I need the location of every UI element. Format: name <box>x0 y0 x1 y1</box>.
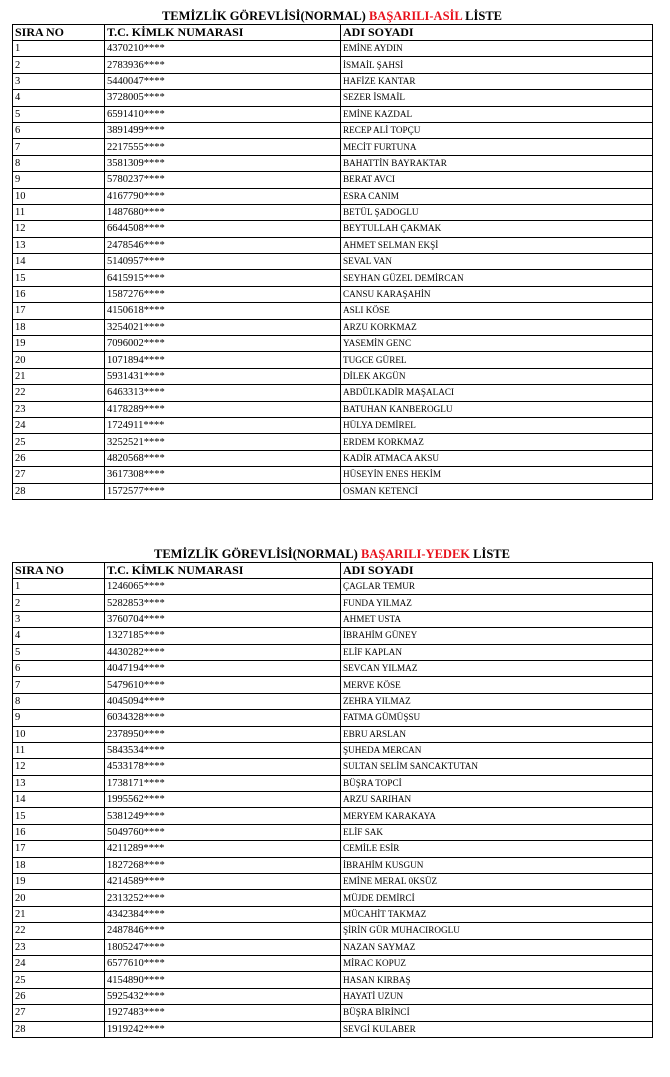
table-row <box>13 611 653 627</box>
tc-kimlik-cell: 1805247**** <box>105 939 341 955</box>
sira-no-cell: 11 <box>13 742 105 758</box>
sira-no-cell: 15 <box>13 808 105 824</box>
adi-soyadi-cell: FUNDA YILMAZ <box>341 595 653 611</box>
tc-kimlik-cell: 6463313**** <box>105 385 341 401</box>
tc-kimlik-cell: 1724911**** <box>105 417 341 433</box>
table-row <box>13 1021 653 1037</box>
table-row <box>13 677 653 693</box>
adi-soyadi-cell: KADİR ATMACA AKSU <box>341 450 653 466</box>
sira-no-cell: 17 <box>13 841 105 857</box>
tc-kimlik-cell: 3760704**** <box>105 611 341 627</box>
adi-soyadi-cell: MÜJDE DEMİRCİ <box>341 890 653 906</box>
tc-kimlik-cell: 5049760**** <box>105 824 341 840</box>
sira-no-cell: 17 <box>13 303 105 319</box>
table-row <box>13 417 653 433</box>
tc-kimlik-cell: 1327185**** <box>105 628 341 644</box>
adi-soyadi-cell: ELİF KAPLAN <box>341 644 653 660</box>
adi-soyadi-cell: ŞUHEDA MERCAN <box>341 742 653 758</box>
sira-no-cell: 24 <box>13 417 105 433</box>
adi-soyadi-cell: EMİNE KAZDAL <box>341 106 653 122</box>
sira-no-cell: 10 <box>13 188 105 204</box>
adi-soyadi-cell: HAYATİ UZUN <box>341 988 653 1004</box>
table-row <box>13 139 653 155</box>
tc-kimlik-cell: 4047194**** <box>105 660 341 676</box>
table-row <box>13 759 653 775</box>
asil-list-title <box>12 8 652 24</box>
asil-list-section <box>12 8 652 500</box>
sira-no-cell: 28 <box>13 1021 105 1037</box>
sira-no-cell: 18 <box>13 857 105 873</box>
header-adi-soyadi: ADI SOYADI <box>341 25 653 41</box>
table-row <box>13 972 653 988</box>
sira-no-cell: 21 <box>13 906 105 922</box>
table-row <box>13 368 653 384</box>
adi-soyadi-cell: ASLI KÖSE <box>341 303 653 319</box>
tc-kimlik-cell: 1827268**** <box>105 857 341 873</box>
table-row <box>13 955 653 971</box>
sira-no-cell: 8 <box>13 693 105 709</box>
adi-soyadi-cell: ZEHRA YILMAZ <box>341 693 653 709</box>
sira-no-cell: 19 <box>13 874 105 890</box>
table-row <box>13 188 653 204</box>
tc-kimlik-cell: 1587276**** <box>105 286 341 302</box>
sira-no-cell: 19 <box>13 336 105 352</box>
adi-soyadi-cell: MECİT FURTUNA <box>341 139 653 155</box>
asil-title-status: BAŞARILI-ASİL <box>368 9 463 23</box>
tc-kimlik-cell: 6591410**** <box>105 106 341 122</box>
adi-soyadi-cell: ARZU SARIHAN <box>341 792 653 808</box>
sira-no-cell: 5 <box>13 106 105 122</box>
header-tc-kimlik: T.C. KİMLK NUMARASI <box>105 25 341 41</box>
sira-no-cell: 28 <box>13 483 105 499</box>
tc-kimlik-cell: 3581309**** <box>105 155 341 171</box>
header-sira-no: SIRA NO <box>13 25 105 41</box>
sira-no-cell: 25 <box>13 434 105 450</box>
asil-list-body <box>13 41 653 500</box>
table-row <box>13 122 653 138</box>
table-row <box>13 385 653 401</box>
tc-kimlik-cell: 3891499**** <box>105 122 341 138</box>
yedek-title-prefix: TEMİZLİK GÖREVLİSİ(NORMAL) <box>153 547 358 561</box>
table-row <box>13 254 653 270</box>
adi-soyadi-cell: FATMA GÜMÜŞSU <box>341 710 653 726</box>
adi-soyadi-cell: SEYHAN GÜZEL DEMİRCAN <box>341 270 653 286</box>
sira-no-cell: 26 <box>13 988 105 1004</box>
table-row <box>13 939 653 955</box>
adi-soyadi-cell: AHMET SELMAN EKŞİ <box>341 237 653 253</box>
table-row <box>13 221 653 237</box>
tc-kimlik-cell: 4211289**** <box>105 841 341 857</box>
adi-soyadi-cell: MİRAC KOPUZ <box>341 955 653 971</box>
table-row <box>13 41 653 57</box>
adi-soyadi-cell: CEMİLE ESİR <box>341 841 653 857</box>
sira-no-cell: 1 <box>13 41 105 57</box>
tc-kimlik-cell: 4154890**** <box>105 972 341 988</box>
tc-kimlik-cell: 5381249**** <box>105 808 341 824</box>
sira-no-cell: 2 <box>13 595 105 611</box>
sira-no-cell: 26 <box>13 450 105 466</box>
adi-soyadi-cell: ELİF SAK <box>341 824 653 840</box>
sira-no-cell: 13 <box>13 237 105 253</box>
sira-no-cell: 12 <box>13 221 105 237</box>
tc-kimlik-cell: 4167790**** <box>105 188 341 204</box>
tc-kimlik-cell: 6577610**** <box>105 955 341 971</box>
sira-no-cell: 22 <box>13 923 105 939</box>
tc-kimlik-cell: 5282853**** <box>105 595 341 611</box>
table-row <box>13 57 653 73</box>
table-row <box>13 90 653 106</box>
sira-no-cell: 3 <box>13 611 105 627</box>
adi-soyadi-cell: HAFİZE KANTAR <box>341 73 653 89</box>
tc-kimlik-cell: 6034328**** <box>105 710 341 726</box>
tc-kimlik-cell: 4430282**** <box>105 644 341 660</box>
table-row <box>13 483 653 499</box>
adi-soyadi-cell: SEVGİ KULABER <box>341 1021 653 1037</box>
sira-no-cell: 18 <box>13 319 105 335</box>
tc-kimlik-cell: 1738171**** <box>105 775 341 791</box>
tc-kimlik-cell: 4045094**** <box>105 693 341 709</box>
adi-soyadi-cell: HÜSEYİN ENES HEKİM <box>341 467 653 483</box>
adi-soyadi-cell: EMİNE MERAL 0KSÜZ <box>341 874 653 890</box>
table-row <box>13 204 653 220</box>
adi-soyadi-cell: EMİNE AYDIN <box>341 41 653 57</box>
header-adi-soyadi: ADI SOYADI <box>341 563 653 579</box>
sira-no-cell: 4 <box>13 628 105 644</box>
sira-no-cell: 9 <box>13 172 105 188</box>
table-row <box>13 352 653 368</box>
table-row <box>13 467 653 483</box>
adi-soyadi-cell: EBRU ARSLAN <box>341 726 653 742</box>
sira-no-cell: 20 <box>13 352 105 368</box>
yedek-title-suffix: LİSTE <box>473 547 510 561</box>
table-row <box>13 906 653 922</box>
tc-kimlik-cell: 3617308**** <box>105 467 341 483</box>
adi-soyadi-cell: AHMET USTA <box>341 611 653 627</box>
adi-soyadi-cell: SEVCAN YILMAZ <box>341 660 653 676</box>
adi-soyadi-cell: BÜŞRA TOPCİ <box>341 775 653 791</box>
tc-kimlik-cell: 4370210**** <box>105 41 341 57</box>
tc-kimlik-cell: 2783936**** <box>105 57 341 73</box>
table-row <box>13 841 653 857</box>
tc-kimlik-cell: 1927483**** <box>105 1005 341 1021</box>
tc-kimlik-cell: 1487680**** <box>105 204 341 220</box>
table-row <box>13 742 653 758</box>
adi-soyadi-cell: RECEP ALİ TOPÇU <box>341 122 653 138</box>
sira-no-cell: 5 <box>13 644 105 660</box>
adi-soyadi-cell: İSMAİL ŞAHSİ <box>341 57 653 73</box>
tc-kimlik-cell: 3254021**** <box>105 319 341 335</box>
sira-no-cell: 7 <box>13 139 105 155</box>
sira-no-cell: 20 <box>13 890 105 906</box>
table-row <box>13 286 653 302</box>
sira-no-cell: 22 <box>13 385 105 401</box>
tc-kimlik-cell: 7096002**** <box>105 336 341 352</box>
adi-soyadi-cell: ÇAGLAR TEMUR <box>341 579 653 595</box>
table-row <box>13 319 653 335</box>
sira-no-cell: 4 <box>13 90 105 106</box>
adi-soyadi-cell: MÜCAHİT TAKMAZ <box>341 906 653 922</box>
tc-kimlik-cell: 5440047**** <box>105 73 341 89</box>
table-row <box>13 172 653 188</box>
adi-soyadi-cell: İBRAHİM GÜNEY <box>341 628 653 644</box>
tc-kimlik-cell: 5925432**** <box>105 988 341 1004</box>
adi-soyadi-cell: HÜLYA DEMİREL <box>341 417 653 433</box>
sira-no-cell: 11 <box>13 204 105 220</box>
tc-kimlik-cell: 4820568**** <box>105 450 341 466</box>
sira-no-cell: 25 <box>13 972 105 988</box>
adi-soyadi-cell: YASEMİN GENC <box>341 336 653 352</box>
yedek-title-status: BAŞARILI-YEDEK <box>360 547 471 561</box>
adi-soyadi-cell: DİLEK AKGÜN <box>341 368 653 384</box>
table-row <box>13 628 653 644</box>
table-row <box>13 874 653 890</box>
yedek-list-title <box>12 546 652 562</box>
adi-soyadi-cell: ESRA CANIM <box>341 188 653 204</box>
adi-soyadi-cell: OSMAN KETENCİ <box>341 483 653 499</box>
tc-kimlik-cell: 1071894**** <box>105 352 341 368</box>
sira-no-cell: 14 <box>13 254 105 270</box>
table-row <box>13 401 653 417</box>
adi-soyadi-cell: SULTAN SELİM SANCAKTUTAN <box>341 759 653 775</box>
sira-no-cell: 6 <box>13 122 105 138</box>
adi-soyadi-cell: BETÜL ŞADOGLU <box>341 204 653 220</box>
sira-no-cell: 24 <box>13 955 105 971</box>
table-row <box>13 73 653 89</box>
yedek-list-section <box>12 546 652 1038</box>
table-row <box>13 890 653 906</box>
sira-no-cell: 15 <box>13 270 105 286</box>
tc-kimlik-cell: 5780237**** <box>105 172 341 188</box>
asil-list-table <box>12 24 653 500</box>
adi-soyadi-cell: BERAT AVCI <box>341 172 653 188</box>
sira-no-cell: 1 <box>13 579 105 595</box>
tc-kimlik-cell: 4533178**** <box>105 759 341 775</box>
table-row <box>13 1005 653 1021</box>
adi-soyadi-cell: BEYTULLAH ÇAKMAK <box>341 221 653 237</box>
sira-no-cell: 3 <box>13 73 105 89</box>
adi-soyadi-cell: ERDEM KORKMAZ <box>341 434 653 450</box>
table-row <box>13 579 653 595</box>
tc-kimlik-cell: 5843534**** <box>105 742 341 758</box>
tc-kimlik-cell: 1246065**** <box>105 579 341 595</box>
sira-no-cell: 10 <box>13 726 105 742</box>
table-row <box>13 660 653 676</box>
table-row <box>13 644 653 660</box>
adi-soyadi-cell: MERYEM KARAKAYA <box>341 808 653 824</box>
sira-no-cell: 23 <box>13 939 105 955</box>
sira-no-cell: 14 <box>13 792 105 808</box>
tc-kimlik-cell: 1995562**** <box>105 792 341 808</box>
table-row <box>13 824 653 840</box>
table-row <box>13 857 653 873</box>
table-row <box>13 808 653 824</box>
tc-kimlik-cell: 2217555**** <box>105 139 341 155</box>
sira-no-cell: 12 <box>13 759 105 775</box>
tc-kimlik-cell: 5479610**** <box>105 677 341 693</box>
header-tc-kimlik: T.C. KİMLK NUMARASI <box>105 563 341 579</box>
tc-kimlik-cell: 4214589**** <box>105 874 341 890</box>
adi-soyadi-cell: BATUHAN KANBEROGLU <box>341 401 653 417</box>
tc-kimlik-cell: 1919242**** <box>105 1021 341 1037</box>
sira-no-cell: 23 <box>13 401 105 417</box>
table-row <box>13 450 653 466</box>
tc-kimlik-cell: 4150618**** <box>105 303 341 319</box>
tc-kimlik-cell: 5140957**** <box>105 254 341 270</box>
adi-soyadi-cell: HASAN KIRBAŞ <box>341 972 653 988</box>
table-row <box>13 792 653 808</box>
tc-kimlik-cell: 4342384**** <box>105 906 341 922</box>
tc-kimlik-cell: 6415915**** <box>105 270 341 286</box>
sira-no-cell: 21 <box>13 368 105 384</box>
tc-kimlik-cell: 3728005**** <box>105 90 341 106</box>
table-row <box>13 270 653 286</box>
adi-soyadi-cell: ARZU KORKMAZ <box>341 319 653 335</box>
table-row <box>13 155 653 171</box>
sira-no-cell: 16 <box>13 824 105 840</box>
table-row <box>13 775 653 791</box>
sira-no-cell: 27 <box>13 467 105 483</box>
adi-soyadi-cell: TUGCE GÜREL <box>341 352 653 368</box>
table-row <box>13 988 653 1004</box>
sira-no-cell: 8 <box>13 155 105 171</box>
adi-soyadi-cell: ŞİRİN GÜR MUHACIROGLU <box>341 923 653 939</box>
table-row <box>13 237 653 253</box>
tc-kimlik-cell: 2378950**** <box>105 726 341 742</box>
sira-no-cell: 7 <box>13 677 105 693</box>
table-header-row <box>13 25 653 41</box>
tc-kimlik-cell: 4178289**** <box>105 401 341 417</box>
tc-kimlik-cell: 2487846**** <box>105 923 341 939</box>
adi-soyadi-cell: MERVE KÖSE <box>341 677 653 693</box>
tc-kimlik-cell: 5931431**** <box>105 368 341 384</box>
tc-kimlik-cell: 2313252**** <box>105 890 341 906</box>
sira-no-cell: 27 <box>13 1005 105 1021</box>
adi-soyadi-cell: NAZAN SAYMAZ <box>341 939 653 955</box>
asil-title-suffix: LİSTE <box>465 9 503 23</box>
table-header-row <box>13 563 653 579</box>
adi-soyadi-cell: SEZER İSMAİL <box>341 90 653 106</box>
table-row <box>13 106 653 122</box>
table-row <box>13 726 653 742</box>
table-row <box>13 710 653 726</box>
tc-kimlik-cell: 2478546**** <box>105 237 341 253</box>
sira-no-cell: 2 <box>13 57 105 73</box>
sira-no-cell: 13 <box>13 775 105 791</box>
yedek-list-table <box>12 562 653 1038</box>
asil-title-prefix: TEMİZLİK GÖREVLİSİ(NORMAL) <box>161 9 366 23</box>
adi-soyadi-cell: İBRAHİM KUSGUN <box>341 857 653 873</box>
table-row <box>13 923 653 939</box>
sira-no-cell: 16 <box>13 286 105 302</box>
header-sira-no: SIRA NO <box>13 563 105 579</box>
sira-no-cell: 6 <box>13 660 105 676</box>
adi-soyadi-cell: CANSU KARAŞAHİN <box>341 286 653 302</box>
table-row <box>13 595 653 611</box>
table-row <box>13 434 653 450</box>
adi-soyadi-cell: BAHATTİN BAYRAKTAR <box>341 155 653 171</box>
table-row <box>13 693 653 709</box>
table-row <box>13 303 653 319</box>
adi-soyadi-cell: ABDÜLKADİR MAŞALACI <box>341 385 653 401</box>
table-row <box>13 336 653 352</box>
yedek-list-body <box>13 579 653 1038</box>
tc-kimlik-cell: 3252521**** <box>105 434 341 450</box>
tc-kimlik-cell: 1572577**** <box>105 483 341 499</box>
sira-no-cell: 9 <box>13 710 105 726</box>
adi-soyadi-cell: SEVAL VAN <box>341 254 653 270</box>
tc-kimlik-cell: 6644508**** <box>105 221 341 237</box>
adi-soyadi-cell: BÜŞRA BİRİNCİ <box>341 1005 653 1021</box>
